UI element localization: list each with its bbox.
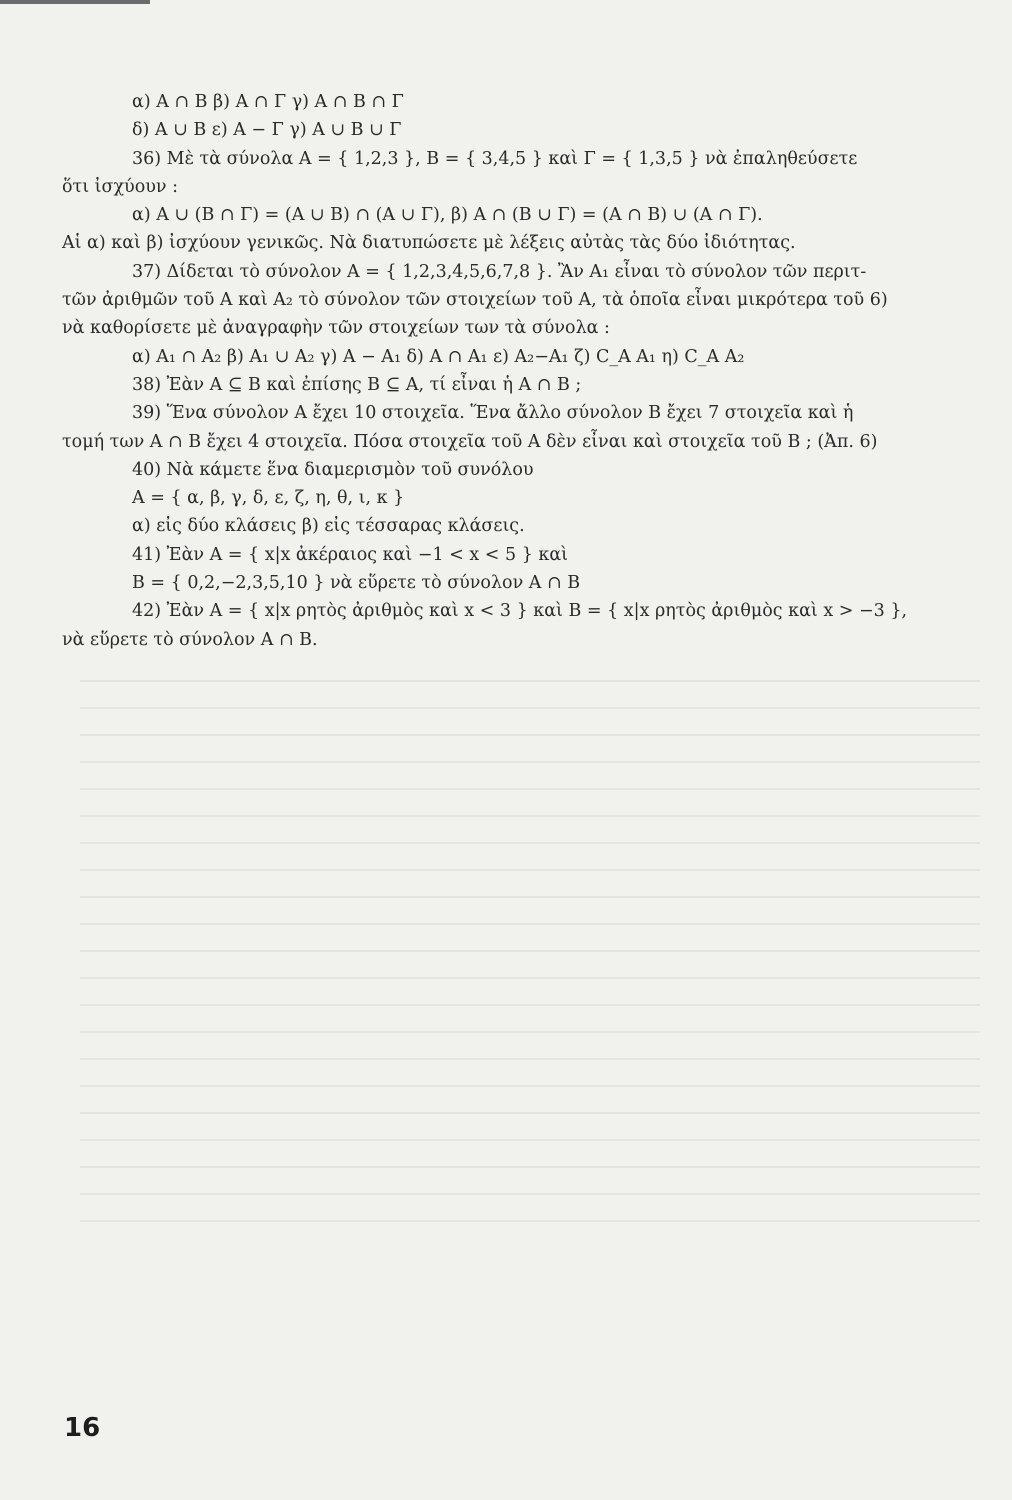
show-through-texture	[80, 680, 980, 1240]
text-line: 40) Νὰ κάμετε ἕνα διαμερισμὸν τοῦ συνόλου	[132, 459, 534, 480]
text-line: 37) Δίδεται τὸ σύνολον A = { 1,2,3,4,5,6,7,8 }. Ἂν A₁ εἶναι τὸ σύνολον τῶν περιτ-	[132, 261, 867, 282]
text-line: A = { α, β, γ, δ, ε, ζ, η, θ, ι, κ }	[132, 488, 405, 509]
text-line: α) A ∪ (B ∩ Γ) = (A ∪ B) ∩ (A ∪ Γ), β) A ∩ (B ∪ Γ) = (A ∩ B) ∪ (A ∩ Γ).	[132, 205, 763, 226]
text-line: 41) Ἐὰν A = { x|x ἀκέραιος καὶ −1 < x < 5 } καὶ	[132, 544, 569, 565]
text-line: 42) Ἐὰν A = { x|x ρητὸς ἀριθμὸς καὶ x < 3 } καὶ B = { x|x ρητὸς ἀριθμὸς καὶ x > −3 },	[132, 601, 908, 622]
text-line: νὰ εὕρετε τὸ σύνολον A ∩ B.	[62, 629, 318, 650]
text-line: δ) A ∪ B ε) A − Γ γ) A ∪ B ∪ Γ	[132, 120, 402, 141]
text-line: 38) Ἐὰν A ⊆ B καὶ ἐπίσης B ⊆ A, τί εἶναι ἡ A ∩ B ;	[132, 374, 582, 395]
text-line: τῶν ἀριθμῶν τοῦ A καὶ A₂ τὸ σύνολον τῶν στοιχείων τοῦ A, τὰ ὁποῖα εἶναι μικρότερα τοῦ 6)	[62, 290, 888, 311]
page-top-edge	[0, 0, 150, 4]
text-line: B = { 0,2,−2,3,5,10 } νὰ εὕρετε τὸ σύνολον A ∩ B	[132, 573, 581, 594]
text-line: α) A ∩ B β) A ∩ Γ γ) A ∩ B ∩ Γ	[132, 92, 404, 112]
text-line: τομή των A ∩ B ἔχει 4 στοιχεῖα. Πόσα στοιχεῖα τοῦ A δὲν εἶναι καὶ στοιχεῖα τοῦ B ; (Ἀπ. 6)	[62, 431, 878, 452]
text-line: Αἱ α) καὶ β) ἰσχύουν γενικῶς. Νὰ διατυπώσετε μὲ λέξεις αὐτὰς τὰς δύο ἰδιότητας.	[62, 233, 796, 254]
text-line: ὅτι ἰσχύουν :	[62, 176, 178, 197]
page-body	[62, 88, 962, 654]
text-line: α) εἰς δύο κλάσεις β) εἰς τέσσαρας κλάσεις.	[132, 516, 525, 537]
text-line: 39) Ἕνα σύνολον A ἔχει 10 στοιχεῖα. Ἕνα ἄλλο σύνολον B ἔχει 7 στοιχεῖα καὶ ἡ	[132, 403, 854, 424]
page-number: 16	[64, 1413, 101, 1443]
text-line: α) A₁ ∩ A₂ β) A₁ ∪ A₂ γ) A − A₁ δ) A ∩ A₁ ε) A₂−A₁ ζ) C_A A₁ η) C_A A₂	[132, 346, 745, 367]
text-line: νὰ καθορίσετε μὲ ἀναγραφὴν τῶν στοιχείων των τὰ σύνολα :	[62, 318, 610, 339]
text-line: 36) Μὲ τὰ σύνολα A = { 1,2,3 }, B = { 3,4,5 } καὶ Γ = { 1,3,5 } νὰ ἐπαληθεύσετε	[132, 148, 858, 169]
